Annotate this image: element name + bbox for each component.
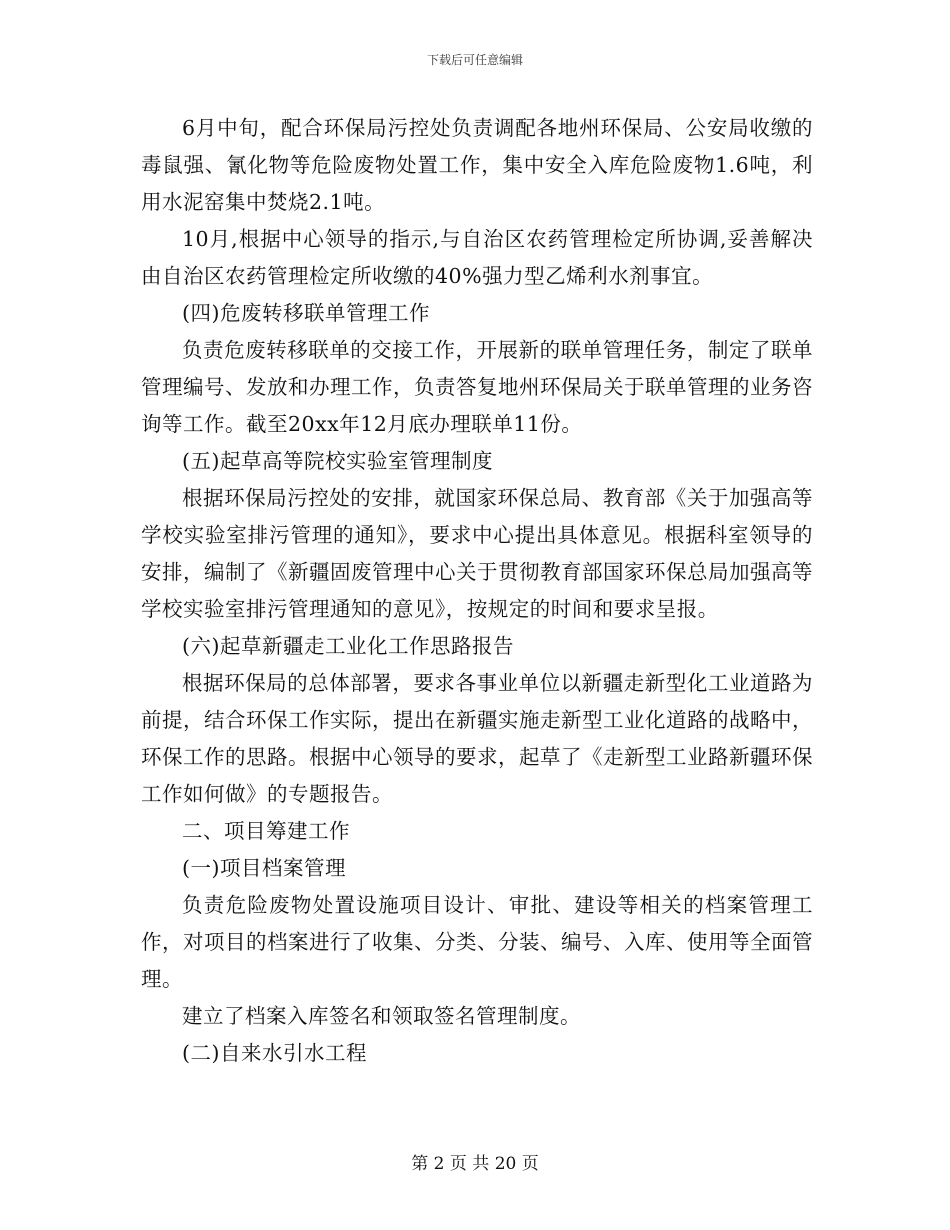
subsection-heading-1: (一)项目档案管理 [182, 856, 346, 880]
section-heading-5: (五)起草高等院校实验室管理制度 [182, 449, 493, 473]
subsection-heading-2: (二)自来水引水工程 [182, 1041, 367, 1065]
paragraph-june-disposal: 6月中旬，配合环保局污控处负责调配各地州环保局、公安局收缴的毒鼠强、氰化物等危险废物处置工作，集中安全入库危险废物1.6吨，利用水泥窑集中焚烧2.1吨。 [141, 116, 813, 214]
paragraph-industrialization-report: 根据环保局的总体部署，要求各事业单位以新疆走新型化工业道路为前提，结合环保工作实际，提出在新疆实施走新型工业化道路的战略中，环保工作的思路。根据中心领导的要求，起草了《走新型工业路新疆环保工作如何做》的专题报告。 [141, 671, 813, 806]
paragraph-october-coordination: 10月,根据中心领导的指示,与自治区农药管理检定所协调,妥善解决由自治区农药管理检定所收缴的40%强力型乙烯利水剂事宜。 [141, 227, 813, 288]
paragraph-archive-management: 负责危险废物处置设施项目设计、审批、建设等相关的档案管理工作，对项目的档案进行了收集、分类、分装、编号、入库、使用等全面管理。 [141, 893, 813, 991]
paragraph-lab-management: 根据环保局污控处的安排，就国家环保总局、教育部《关于加强高等学校实验室排污管理的通知》，要求中心提出具体意见。根据科室领导的安排，编制了《新疆固废管理中心关于贯彻教育部国家环保总局加强高等学校实验室排污管理通知的意见》，按规定的时间和要求呈报。 [141, 486, 813, 621]
paragraph-transfer-forms: 负责危废转移联单的交接工作，开展新的联单管理任务，制定了联单管理编号、发放和办理工作，负责答复地州环保局关于联单管理的业务咨询等工作。截至20xx年12月底办理联单11份。 [141, 338, 813, 436]
document-body [141, 110, 813, 1072]
page-number-footer: 第 2 页 共 20 页 [411, 1154, 539, 1174]
paragraph-signature-system: 建立了档案入库签名和领取签名管理制度。 [182, 1004, 581, 1028]
section-heading-6: (六)起草新疆走工业化工作思路报告 [182, 634, 514, 658]
section-heading-2: 二、项目筹建工作 [182, 819, 350, 843]
section-heading-4: (四)危废转移联单管理工作 [182, 301, 430, 325]
page-header-note: 下载后可任意编辑 [426, 53, 523, 67]
